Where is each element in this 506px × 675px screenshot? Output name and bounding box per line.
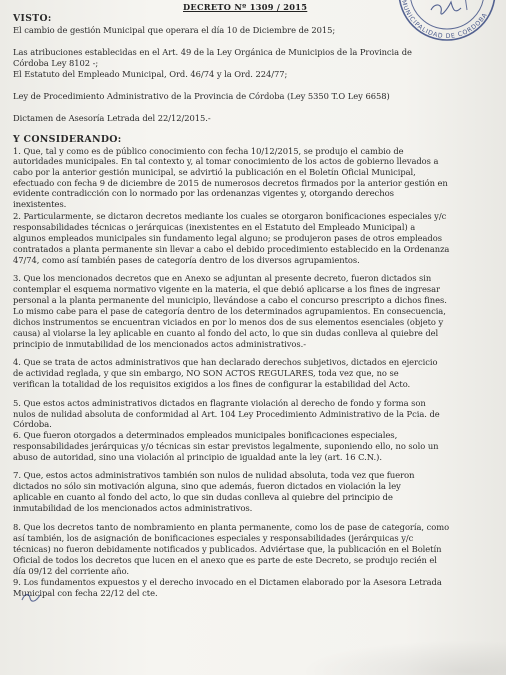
paragraph-7-line: inmutabilidad de los mencionados actos administrativos. [13,503,253,514]
paragraph-3-line: personal a la planta permanente del municipio, llevándose a cabo el concurso prescripto a dichos fines. [13,295,447,306]
paragraph-2-line: 2. Particularmente, se dictaron decretos mediante los cuales se otorgaron bonificaciones especiales y/c [13,211,447,222]
paragraph-3-line: principio de inmutabilidad de los mencionados actos administrativos.- [13,338,306,349]
paragraph-2-line: responsabilidades técnicas o jerárquicas (inexistentes en el Estatuto del Empleado Municipal) a [13,222,416,233]
paragraph-8-line: técnicas) no fueron debidamente notificados y publicados. Adviértase que, la publicación en el Boletín [13,543,442,554]
paragraph-3-line: dichos instrumentos se encuentran viciados en por lo menos dos de sus elementos esenciales (objeto y [13,317,444,328]
paragraph-1-line: autoridades municipales. En tal contexto y, al tomar conocimiento de los actos de gobierno llevados a [13,156,439,167]
paragraph-4-line: 4. Que se trata de actos administrativos que han declarado derechos subjetivos, dictados en ejercicio [13,357,438,368]
paragraph-3-line: causa) al violarse la ley aplicable en cuanto al fondo del acto, lo que sin dudas conlleva al quiebre del [13,328,439,338]
paragraph-5-line: 5. Que estos actos administrativos dictados en flagrante violación al derecho de fondo y forma son [13,397,426,408]
section-heading-visto: VISTO: [13,13,52,24]
handwritten-mark-icon [20,591,42,605]
paragraph-2-line: 47/74, como así también pases de categoría dentro de los diversos agrupamientos. [13,254,360,265]
paragraph-3-line: contemplar el esquema normativo vigente en la materia, el que debió aplicarse a los fines de ingresar [13,284,440,295]
paragraph-1-line: cabo por la anterior gestión municipal, se advirtió la publicación en el Boletín Oficial Municipal, [13,167,416,178]
paragraph-9-line: Municipal con fecha 22/12 del cte. [13,587,158,598]
paragraph-2-line: algunos empleados municipales sin fundamento legal alguno; se produjeron pases de otros empleados [13,233,442,243]
text-line: El Estatuto del Empleado Municipal, Ord. 46/74 y la Ord. 224/77; [13,68,288,79]
paragraph-6-line: abuso de autoridad, sino una violación al principio de igualdad ante la ley (art. 16 C.N.). [13,452,382,463]
paragraph-4-line: de actividad reglada, y que sin embargo, NO SON ACTOS REGULARES, toda vez que, no se [13,368,399,379]
paragraph-4-line: verifican la totalidad de los requisitos exigidos a los fines de configurar la estabilidad del Acto. [13,379,411,390]
text-line: Córdoba Ley 8102 -; [13,57,99,68]
paragraph-7-line: dictados no sólo sin motivación alguna, sino que además, fueron dictados en violación la ley [13,481,401,492]
paragraph-1-line: inexistentes. [13,200,67,211]
paragraph-5-line: nulos de nulidad absoluta de conformidad al Art. 104 Ley Procedimiento Administrativo de la Pcia. de [13,408,440,419]
paragraph-3-line: 3. Que los mencionados decretos que en Anexo se adjuntan al presente decreto, fueron dictados sin [13,273,432,284]
text-line: Las atribuciones establecidas en el Art. 49 de la Ley Orgánica de Municipios de la Provincia de [13,46,412,57]
section-heading-considerando: Y CONSIDERANDO: [13,133,122,145]
paragraph-3-line: Lo mismo cabe para el pase de categoría dentro de los determinados agrupamientos. En consecuencia, [13,306,446,317]
text-line: El cambio de gestión Municipal que operara el día 10 de Diciembre de 2015; [13,24,336,35]
paragraph-8-line: así también, los de asignación de bonificaciones especiales y responsabilidades (jerárquicas y/c [13,533,414,543]
decree-body [0,14,506,599]
paragraph-7-line: 7. Que, estos actos administrativos también son nulos de nulidad absoluta, toda vez que fueron [13,470,415,481]
paragraph-2-line: contratados a planta permanente sin llevar a cabo el debido procedimiento establecido en la Ordenanza [13,243,450,254]
paragraph-5-line: Córdoba. [13,419,52,430]
paragraph-6-line: 6. Que fueron otorgados a determinados empleados municipales bonificaciones especiales, [13,430,398,441]
paragraph-1-line: evidente contradicción con lo normado por las ordenanzas vigentes y, otorgando derechos [13,189,394,200]
svg-text:MUNICIPALIDAD DE CORDOBA: MUNICIPALIDAD DE CORDOBA [399,0,490,41]
paragraph-1-line: efectuado con fecha 9 de diciembre de 2015 de numerosos decretos firmados por la anterior gestión en [13,178,448,189]
text-line: Ley de Procedimiento Administrativo de la Provincia de Córdoba (Ley 5350 T.O Ley 6658) [13,90,390,101]
paragraph-1-line: 1. Que, tal y como es de público conocimiento con fecha 10/12/2015, se produjo el cambio de [13,145,404,156]
paper-shadow [300,640,506,675]
paragraph-6-line: responsabilidades jerárquicas y/o técnicas sin estar previstos legalmente, suponiendo ello, no solo un [13,441,439,452]
paragraph-9-line: 9. Los fundamentos expuestos y el derecho invocado en el Dictamen elaborado por la Asesora Letrada [13,576,442,587]
decree-title: DECRETO Nº 1309 / 2015 [183,2,308,12]
paragraph-7-line: aplicable en cuanto al fondo del acto, lo que sin dudas conlleva al quiebre del principio de [13,492,393,503]
paragraph-8-line: 8. Que los decretos tanto de nombramiento en planta permanente, como los de pase de categoría, como [13,522,450,533]
paragraph-8-line: día 09/12 del corriente año. [13,565,130,576]
text-line: Dictamen de Asesoría Letrada del 22/12/2015.- [13,112,211,123]
paragraph-8-line: Oficial de todos los decretos que lucen en el anexo que es parte de este Decreto, se produjo recién el [13,554,437,565]
